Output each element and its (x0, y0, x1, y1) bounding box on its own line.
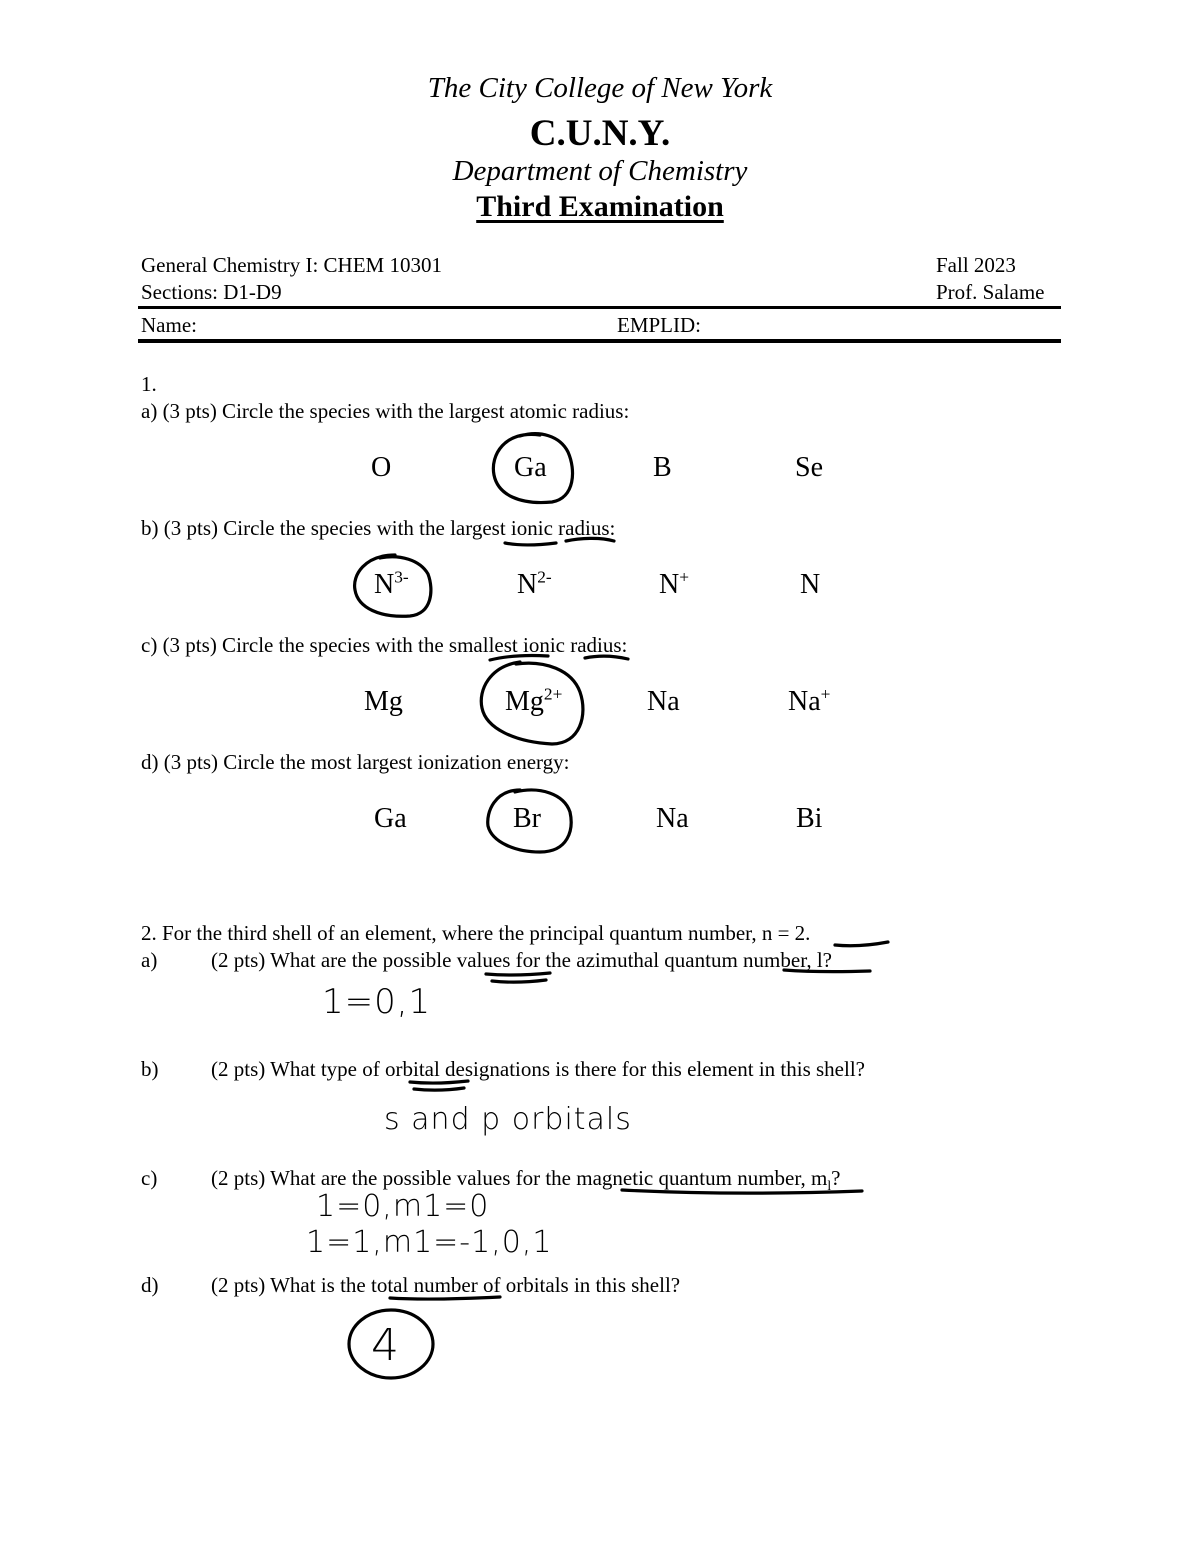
q1c-prompt: c) (3 pts) Circle the species with the smallest ionic radius: (141, 633, 628, 657)
q2d-label: d) (141, 1273, 159, 1297)
underline-n-equals-2 (835, 942, 888, 946)
q2c-prompt: (2 pts) What are the possible values for the magnetic quantum number, $m_l$? (211, 1166, 841, 1194)
cuny-title: C.U.N.Y. (529, 113, 671, 154)
q2d-prompt: (2 pts) What is the total number of orbitals in this shell? (211, 1273, 681, 1297)
emplid-field-label: EMPLID: (617, 313, 701, 337)
sections-label: Sections: D1-D9 (141, 280, 282, 304)
professor-label: Prof. Salame (936, 280, 1045, 304)
top-rule (138, 306, 1061, 309)
underline-values-2 (492, 980, 546, 982)
q2c-label: c) (141, 1166, 158, 1190)
q1d-option-circled: Br (513, 803, 541, 834)
exam-title: Third Examination (476, 190, 724, 223)
q1a-option: O (371, 452, 392, 483)
q2a-prompt: (2 pts) What are the possible values for the azimuthal quantum number, l? (211, 948, 833, 972)
q1d-option: Ga (374, 803, 407, 834)
q1c-option-circled: $Mg^{2+}$ (505, 684, 563, 717)
q2d-handwritten-answer: 4 (371, 1320, 400, 1371)
q2b-label: b) (141, 1057, 159, 1081)
q1a-option: Se (795, 452, 823, 483)
course-name: General Chemistry I: CHEM 10301 (141, 253, 442, 277)
q1b-option: N+ (659, 567, 690, 600)
q1d-option: Bi (796, 803, 823, 834)
q1a-option: B (653, 452, 672, 483)
q1d-prompt: d) (3 pts) Circle the most largest ionization energy: (141, 750, 570, 774)
name-field-label: Name: (141, 313, 197, 337)
q1c-option: Na+ (788, 684, 831, 717)
underline-largest (505, 543, 556, 545)
q2c-handwritten-answer-line2: 1=1,m1=-1,0,1 (306, 1225, 553, 1260)
q2a-label: a) (141, 948, 158, 972)
q2b-handwritten-answer: s and p orbitals (384, 1102, 632, 1137)
q1c-option: Mg (364, 686, 403, 717)
q1-number: 1. (141, 372, 157, 396)
term-label: Fall 2023 (936, 253, 1016, 277)
q2a-handwritten-answer: 1=0,1 (322, 982, 432, 1022)
q2c-handwritten-answer-line1: 1=0,m1=0 (316, 1189, 490, 1224)
bottom-rule (138, 339, 1061, 343)
department-name: Department of Chemistry (452, 155, 748, 187)
q2-intro: 2. For the third shell of an element, where the principal quantum number, n = 2. (141, 921, 811, 945)
q1b-option: $N^{2-}$ (517, 567, 552, 600)
underline-values (486, 973, 550, 975)
q1d-option: Na (656, 803, 689, 834)
underline-orbital-2 (414, 1088, 464, 1090)
q1b-option: N (800, 569, 821, 600)
q2b-prompt: (2 pts) What type of orbital designations is there for this element in this shell? (211, 1057, 865, 1081)
q1a-option-circled: Ga (514, 452, 547, 483)
q1b-prompt: b) (3 pts) Circle the species with the largest ionic radius: (141, 516, 616, 540)
college-name: The City College of New York (427, 72, 773, 104)
exam-title-wrap (0, 190, 1200, 224)
q1c-option: Na (647, 686, 680, 717)
q1a-prompt: a) (3 pts) Circle the species with the largest atomic radius: (141, 399, 630, 423)
q1b-option-circled: $N^{3-}$ (374, 567, 409, 600)
